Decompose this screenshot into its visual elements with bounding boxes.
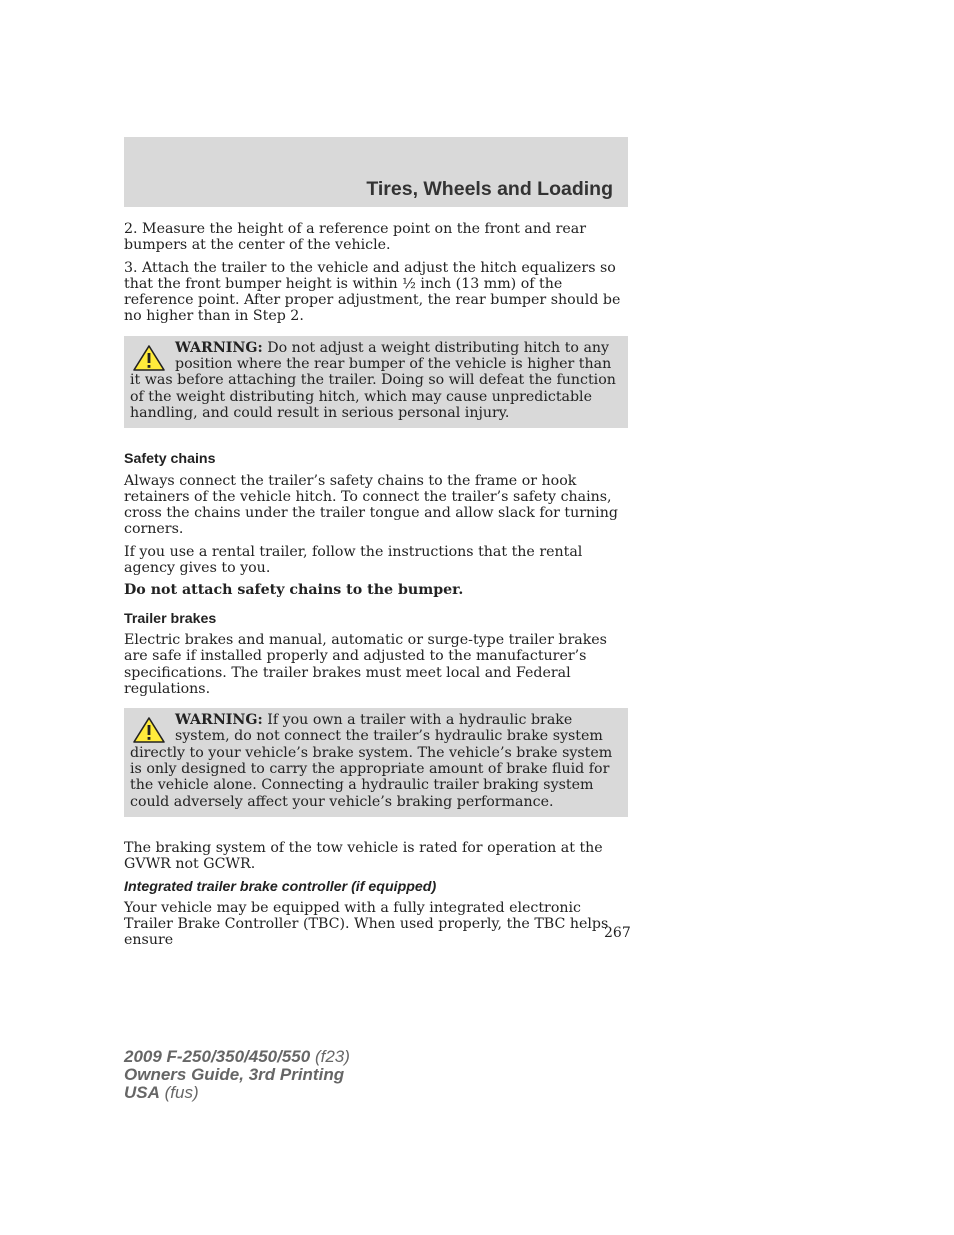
warning-box-hitch xyxy=(124,336,628,428)
page-number: 267 xyxy=(604,925,631,941)
page-content xyxy=(124,221,628,955)
step-2: 2. Measure the height of a reference point on the front and rear bumpers at the center of the vehicle. xyxy=(124,221,587,254)
safety-chains-p1: Always connect the trailer’s safety chains to the frame or hook retainers of the vehicle hitch. To connect the trailer’s safety chains, cross the chains under the trailer tongue and allow slack for turning corners. xyxy=(124,472,618,538)
header-band xyxy=(124,137,628,207)
warning-triangle-icon xyxy=(132,344,166,372)
footer-region: USA xyxy=(124,1083,160,1102)
tbc-p1: Your vehicle may be equipped with a fully integrated electronic Trailer Brake Controller (TBC). When used properly, the TBC helps ensure xyxy=(124,899,609,949)
safety-chains-p3: Do not attach safety chains to the bumper. xyxy=(124,582,464,599)
braking-system-p: The braking system of the tow vehicle is rated for operation at the GVWR not GCWR. xyxy=(124,839,603,873)
footer-printing: Owners Guide, 3rd Printing xyxy=(124,1065,345,1084)
footer-model: 2009 F-250/350/450/550 xyxy=(124,1047,311,1066)
trailer-brakes-p1: Electric brakes and manual, automatic or surge-type trailer brakes are safe if installed properly and adjusted to the manufacturer’s specifications. The trailer brakes must meet local and Federal regulations. xyxy=(124,631,607,697)
warning-label: WARNING: xyxy=(175,712,263,729)
step-3: 3. Attach the trailer to the vehicle and adjust the hitch equalizers so that the front bumper height is within ½ inch (13 mm) of the reference point. After proper adjustment, the rear bumper should be no higher than in Step 2. xyxy=(124,259,621,325)
safety-chains-p2: If you use a rental trailer, follow the instructions that the rental agency gives to you. xyxy=(124,543,583,577)
heading-trailer-brakes: Trailer brakes xyxy=(124,610,217,627)
footer-region-code: (fus) xyxy=(159,1083,199,1102)
warning-box-hydraulic xyxy=(124,708,628,817)
warning-triangle-icon xyxy=(132,716,166,744)
section-title: Tires, Wheels and Loading xyxy=(366,178,613,200)
warning-text: If you own a trailer with a hydraulic brake system, do not connect the trailer’s hydraulic brake system directly to your vehicle’s brake system. The vehicle’s brake system is only designed to carry the appropriate amount of brake fluid for the vehicle alone. Connecting a hydraulic trailer braking system could adversely affect your vehicle’s braking performance. xyxy=(130,712,613,810)
heading-safety-chains: Safety chains xyxy=(124,451,216,468)
heading-tbc: Integrated trailer brake controller (if equipped) xyxy=(124,878,437,895)
warning-label: WARNING: xyxy=(175,339,263,356)
warning-text: Do not adjust a weight distributing hitch to any position where the rear bumper of the vehicle is higher than it was before attaching the trailer. Doing so will defeat the function of the weight distributing hitch, which may cause unpredictable handling, and could result in serious personal injury. xyxy=(130,339,616,421)
footer-model-code: (f23) xyxy=(310,1047,350,1066)
footer xyxy=(124,1048,350,1102)
